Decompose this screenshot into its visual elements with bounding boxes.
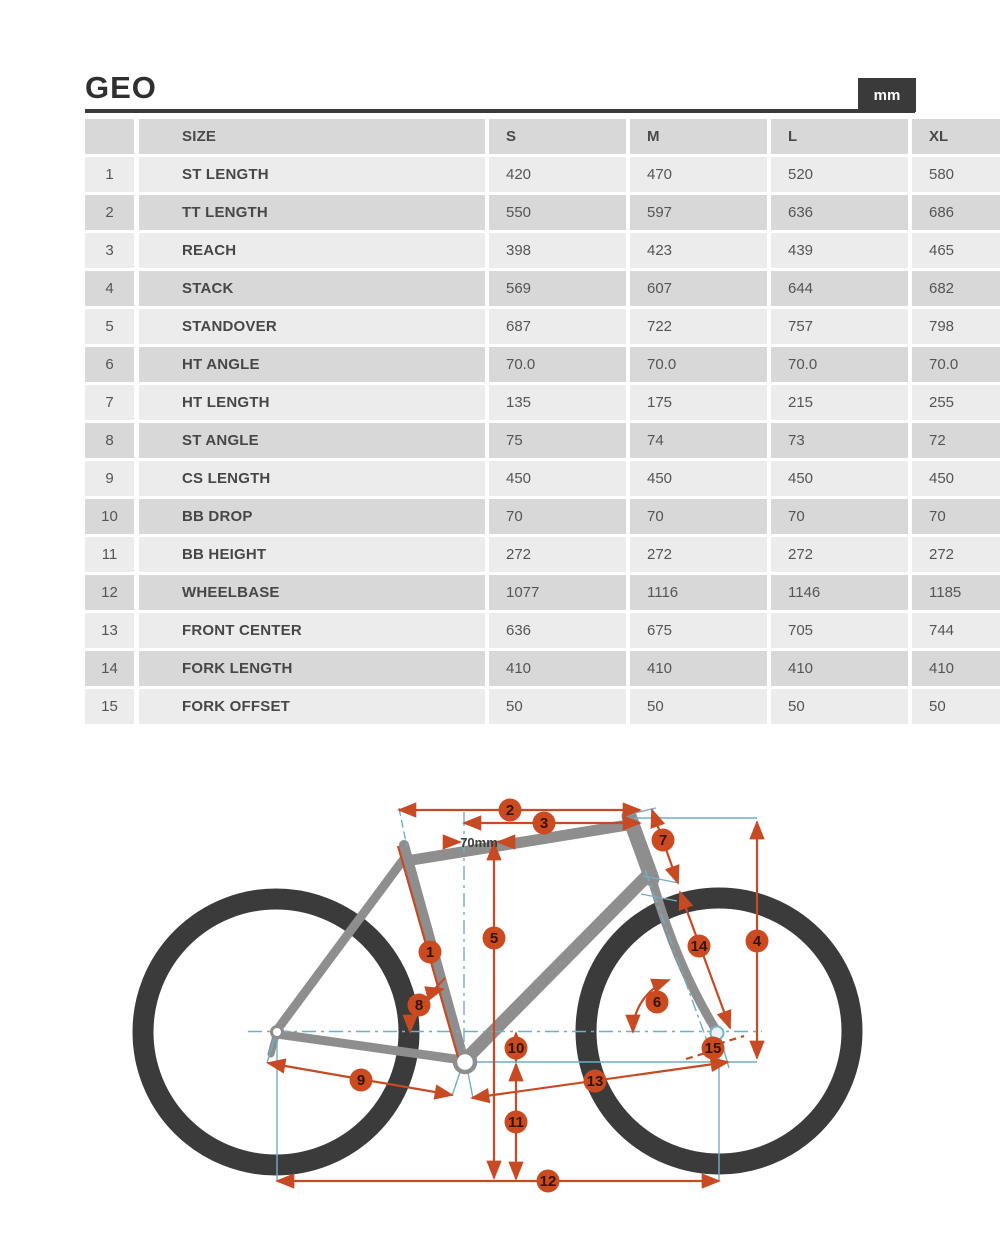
cell-value: 722 [626, 309, 767, 347]
cell-value: 550 [485, 195, 626, 233]
row-number: 13 [85, 613, 134, 651]
cell-value: 1146 [767, 575, 908, 613]
svg-text:2: 2 [505, 802, 515, 819]
geometry-table [85, 119, 1000, 727]
marker-15 [702, 1037, 725, 1060]
table-row [85, 575, 1000, 613]
row-label: REACH [134, 233, 485, 271]
cell-value: 175 [626, 385, 767, 423]
cell-value: 70 [626, 499, 767, 537]
row-label: BB HEIGHT [134, 537, 485, 575]
cell-value: 398 [485, 233, 626, 271]
row-number: 5 [85, 309, 134, 347]
svg-text:7: 7 [658, 832, 668, 849]
header-l: L [767, 119, 908, 157]
cell-value: 50 [626, 689, 767, 727]
svg-text:5: 5 [489, 930, 499, 947]
cell-value: 439 [767, 233, 908, 271]
row-label: WHEELBASE [134, 575, 485, 613]
marker-7 [652, 829, 675, 852]
marker-13 [584, 1070, 607, 1093]
row-number: 7 [85, 385, 134, 423]
row-number: 1 [85, 157, 134, 195]
svg-text:4: 4 [752, 933, 762, 950]
title-divider [85, 109, 915, 113]
row-label: BB DROP [134, 499, 485, 537]
cell-value: 450 [908, 461, 1000, 499]
marker-5 [483, 927, 506, 950]
cell-value: 215 [767, 385, 908, 423]
svg-text:6: 6 [652, 994, 662, 1011]
cell-value: 675 [626, 613, 767, 651]
header-blank [85, 119, 134, 157]
svg-text:14: 14 [690, 938, 708, 955]
cell-value: 1116 [626, 575, 767, 613]
table-row [85, 157, 1000, 195]
cell-value: 70.0 [626, 347, 767, 385]
cell-value: 410 [485, 651, 626, 689]
cell-value: 580 [908, 157, 1000, 195]
cell-value: 1185 [908, 575, 1000, 613]
row-number: 11 [85, 537, 134, 575]
table-row [85, 499, 1000, 537]
table-row [85, 385, 1000, 423]
cell-value: 135 [485, 385, 626, 423]
svg-text:3: 3 [539, 815, 549, 832]
svg-text:8: 8 [414, 997, 424, 1014]
cell-value: 450 [485, 461, 626, 499]
cell-value: 50 [767, 689, 908, 727]
marker-11 [505, 1111, 528, 1134]
cell-value: 1077 [485, 575, 626, 613]
marker-4 [746, 930, 769, 953]
cell-value: 272 [485, 537, 626, 575]
svg-text:9: 9 [356, 1072, 366, 1089]
row-label: ST LENGTH [134, 157, 485, 195]
row-label: TT LENGTH [134, 195, 485, 233]
table-header-row [85, 119, 1000, 157]
row-label: FRONT CENTER [134, 613, 485, 651]
cell-value: 70 [767, 499, 908, 537]
cell-value: 50 [908, 689, 1000, 727]
header-m: M [626, 119, 767, 157]
cell-value: 272 [767, 537, 908, 575]
row-label: HT LENGTH [134, 385, 485, 423]
cell-value: 450 [626, 461, 767, 499]
cell-value: 644 [767, 271, 908, 309]
row-label: STACK [134, 271, 485, 309]
marker-10 [505, 1037, 528, 1060]
svg-text:1: 1 [425, 944, 435, 961]
cell-value: 744 [908, 613, 1000, 651]
rear-dropout [272, 1027, 283, 1038]
table-row [85, 271, 1000, 309]
svg-text:10: 10 [507, 1040, 525, 1057]
marker-9 [350, 1069, 373, 1092]
cell-value: 410 [626, 651, 767, 689]
table-row [85, 461, 1000, 499]
cell-value: 255 [908, 385, 1000, 423]
cell-value: 520 [767, 157, 908, 195]
cell-value: 450 [767, 461, 908, 499]
row-number: 3 [85, 233, 134, 271]
cell-value: 72 [908, 423, 1000, 461]
cell-value: 70.0 [767, 347, 908, 385]
row-number: 2 [85, 195, 134, 233]
cell-value: 687 [485, 309, 626, 347]
row-number: 10 [85, 499, 134, 537]
table-row [85, 537, 1000, 575]
cell-value: 798 [908, 309, 1000, 347]
cell-value: 70 [485, 499, 626, 537]
header-s: S [485, 119, 626, 157]
svg-text:11: 11 [508, 1114, 524, 1131]
table-row [85, 195, 1000, 233]
unit-badge: mm [858, 78, 916, 112]
svg-text:13: 13 [586, 1073, 604, 1090]
cell-value: 75 [485, 423, 626, 461]
table-row [85, 233, 1000, 271]
svg-text:15: 15 [704, 1040, 722, 1057]
cell-value: 272 [908, 537, 1000, 575]
table-row [85, 423, 1000, 461]
page-title: GEO [85, 70, 157, 105]
chainstay-tube [277, 1034, 462, 1060]
row-label: STANDOVER [134, 309, 485, 347]
cell-value: 74 [626, 423, 767, 461]
row-number: 4 [85, 271, 134, 309]
cell-value: 70.0 [908, 347, 1000, 385]
row-number: 9 [85, 461, 134, 499]
row-number: 6 [85, 347, 134, 385]
cell-value: 272 [626, 537, 767, 575]
bike-geometry-diagram [0, 680, 1000, 1235]
header-size: SIZE [134, 119, 485, 157]
marker-1 [419, 941, 442, 964]
cell-value: 705 [767, 613, 908, 651]
cell-value: 423 [626, 233, 767, 271]
cell-value: 410 [908, 651, 1000, 689]
row-label: CS LENGTH [134, 461, 485, 499]
cell-value: 597 [626, 195, 767, 233]
cell-value: 569 [485, 271, 626, 309]
cell-value: 70 [908, 499, 1000, 537]
svg-text:12: 12 [539, 1173, 557, 1190]
cell-value: 465 [908, 233, 1000, 271]
cell-value: 682 [908, 271, 1000, 309]
row-label: FORK LENGTH [134, 651, 485, 689]
row-label: HT ANGLE [134, 347, 485, 385]
marker-3 [533, 812, 556, 835]
marker-6 [646, 991, 669, 1014]
row-number: 15 [85, 689, 134, 727]
offset-note: 70mm [460, 835, 498, 850]
cell-value: 70.0 [485, 347, 626, 385]
row-number: 12 [85, 575, 134, 613]
table-row [85, 309, 1000, 347]
cell-value: 410 [767, 651, 908, 689]
cell-value: 607 [626, 271, 767, 309]
marker-14 [688, 935, 711, 958]
table-row [85, 613, 1000, 651]
cell-value: 73 [767, 423, 908, 461]
cell-value: 686 [908, 195, 1000, 233]
marker-12 [537, 1170, 560, 1193]
row-label: ST ANGLE [134, 423, 485, 461]
top-tube [406, 824, 634, 861]
cell-value: 636 [767, 195, 908, 233]
table-row [85, 347, 1000, 385]
header-xl: XL [908, 119, 1000, 157]
cell-value: 470 [626, 157, 767, 195]
marker-2 [499, 799, 522, 822]
row-number: 14 [85, 651, 134, 689]
row-label: FORK OFFSET [134, 689, 485, 727]
cell-value: 50 [485, 689, 626, 727]
head-tube [629, 816, 652, 879]
cell-value: 636 [485, 613, 626, 651]
cell-value: 420 [485, 157, 626, 195]
cell-value: 757 [767, 309, 908, 347]
marker-8 [408, 994, 431, 1017]
row-number: 8 [85, 423, 134, 461]
